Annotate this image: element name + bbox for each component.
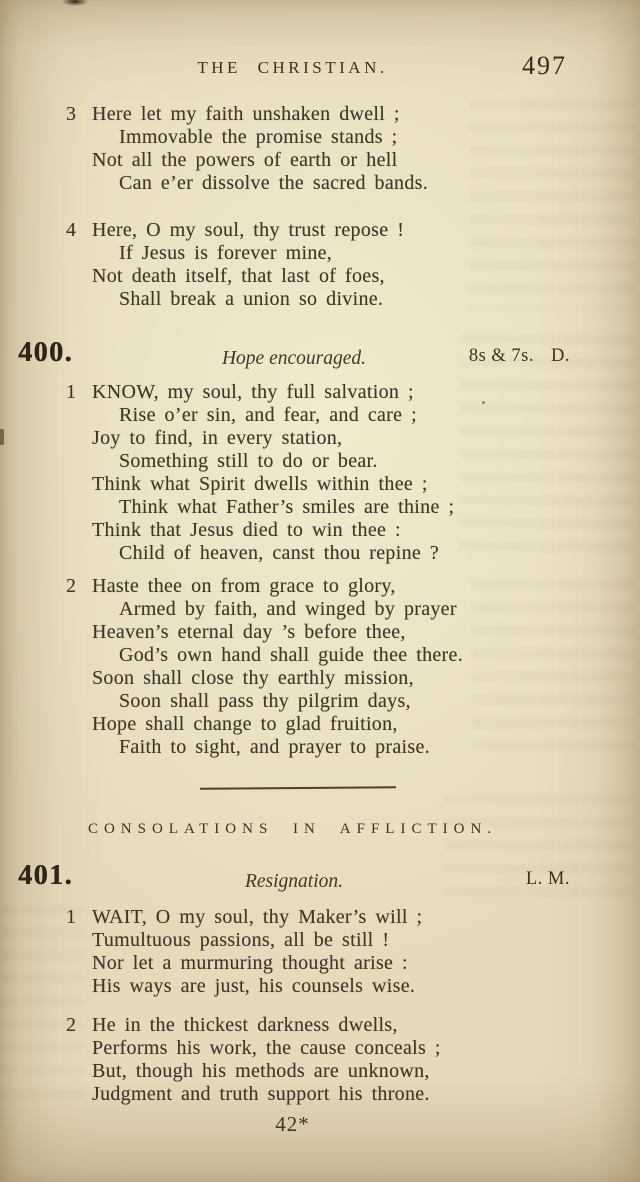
verse-block [0, 1014, 640, 1106]
verse-line: Judgment and truth support his throne. [92, 1083, 430, 1105]
verse-line: Armed by faith, and winged by prayer [119, 598, 457, 620]
hymn-meter-value: L. M. [525, 869, 570, 889]
verse-lines [92, 575, 640, 759]
verse-line: Not death itself, that last of foes, [92, 265, 385, 287]
verse-line: Nor let a murmuring thought arise : [92, 952, 408, 974]
running-head-title: THE CHRISTIAN. [197, 58, 388, 77]
hymn-title: Resignation. [244, 871, 344, 892]
verse-line: Think what Spirit dwells within thee ; [92, 473, 428, 495]
verse-line: Tumultuous passions, all be still ! [92, 929, 390, 951]
verse-line: Not all the powers of earth or hell [92, 149, 398, 171]
hymn-number: 401. [18, 860, 73, 891]
verse-number: 4 [66, 219, 77, 241]
verse-line: WAIT, O my soul, thy Maker’s will ; [92, 906, 423, 928]
verse-number: 2 [66, 1014, 77, 1036]
verse-line: His ways are just, his counsels wise. [92, 975, 416, 997]
verse-line: God’s own hand shall guide thee there. [119, 644, 463, 666]
signature-mark: 42* [275, 1112, 310, 1136]
verse-line: Haste thee on from grace to glory, [92, 575, 396, 597]
hymn-meter-double-mark: D. [551, 346, 570, 366]
verse-line: Heaven’s eternal day ’s before thee, [92, 621, 406, 643]
verse-lines [92, 1014, 640, 1106]
verse-block [0, 381, 640, 565]
verse-lines [92, 103, 640, 195]
page-number: 497 [522, 51, 567, 80]
verse-line: If Jesus is forever mine, [119, 242, 333, 264]
verse-block [0, 906, 640, 998]
hymn-meter-value: 8s & 7s. [468, 346, 534, 366]
verse-line: Something still to do or bear. [119, 450, 378, 472]
section-divider [200, 786, 396, 790]
verse-line: Immovable the promise stands ; [119, 126, 398, 148]
verse-number: 2 [66, 575, 77, 597]
verse-block [0, 103, 640, 195]
verse-line: Rise o’er sin, and fear, and care ; [119, 404, 417, 426]
hymn-title: Hope encouraged. [221, 348, 367, 369]
verse-line: Performs his work, the cause conceals ; [92, 1037, 441, 1059]
verse-line: Hope shall change to glad fruition, [92, 713, 398, 735]
verse-line: Here let my faith unshaken dwell ; [92, 103, 400, 125]
verse-lines [92, 906, 640, 998]
verse-block [0, 219, 640, 311]
verse-line: KNOW, my soul, thy full salvation ; [92, 381, 414, 403]
verse-line: He in the thickest darkness dwells, [92, 1014, 398, 1036]
scan-artifact-top-blob [59, 0, 91, 7]
verse-line: Here, O my soul, thy trust repose ! [92, 219, 405, 241]
verse-block [0, 575, 640, 759]
hymn-heading-401 [0, 860, 640, 898]
verse-number: 3 [66, 103, 77, 125]
verse-line: Faith to sight, and prayer to praise. [119, 736, 430, 758]
running-head [0, 51, 640, 88]
verse-line: Child of heaven, canst thou repine ? [119, 542, 440, 564]
verse-number: 1 [66, 906, 77, 928]
verse-line: Can e’er dissolve the sacred bands. [119, 172, 429, 194]
hymn-heading-400 [0, 337, 640, 375]
verse-lines [92, 219, 640, 311]
verse-line: Think what Father’s smiles are thine ; [119, 496, 455, 518]
verse-lines [92, 381, 640, 565]
section-heading: CONSOLATIONS IN AFFLICTION. [87, 821, 498, 837]
verse-line: Joy to find, in every station, [92, 427, 343, 449]
hymn-number: 400. [18, 337, 73, 368]
verse-line: Soon shall close thy earthly mission, [92, 667, 414, 689]
verse-line: But, though his methods are unknown, [92, 1060, 430, 1082]
verse-line: Think that Jesus died to win thee : [92, 519, 401, 541]
verse-line: Soon shall pass thy pilgrim days, [119, 690, 411, 712]
verse-line: Shall break a union so divine. [119, 288, 384, 310]
verse-number: 1 [66, 381, 77, 403]
